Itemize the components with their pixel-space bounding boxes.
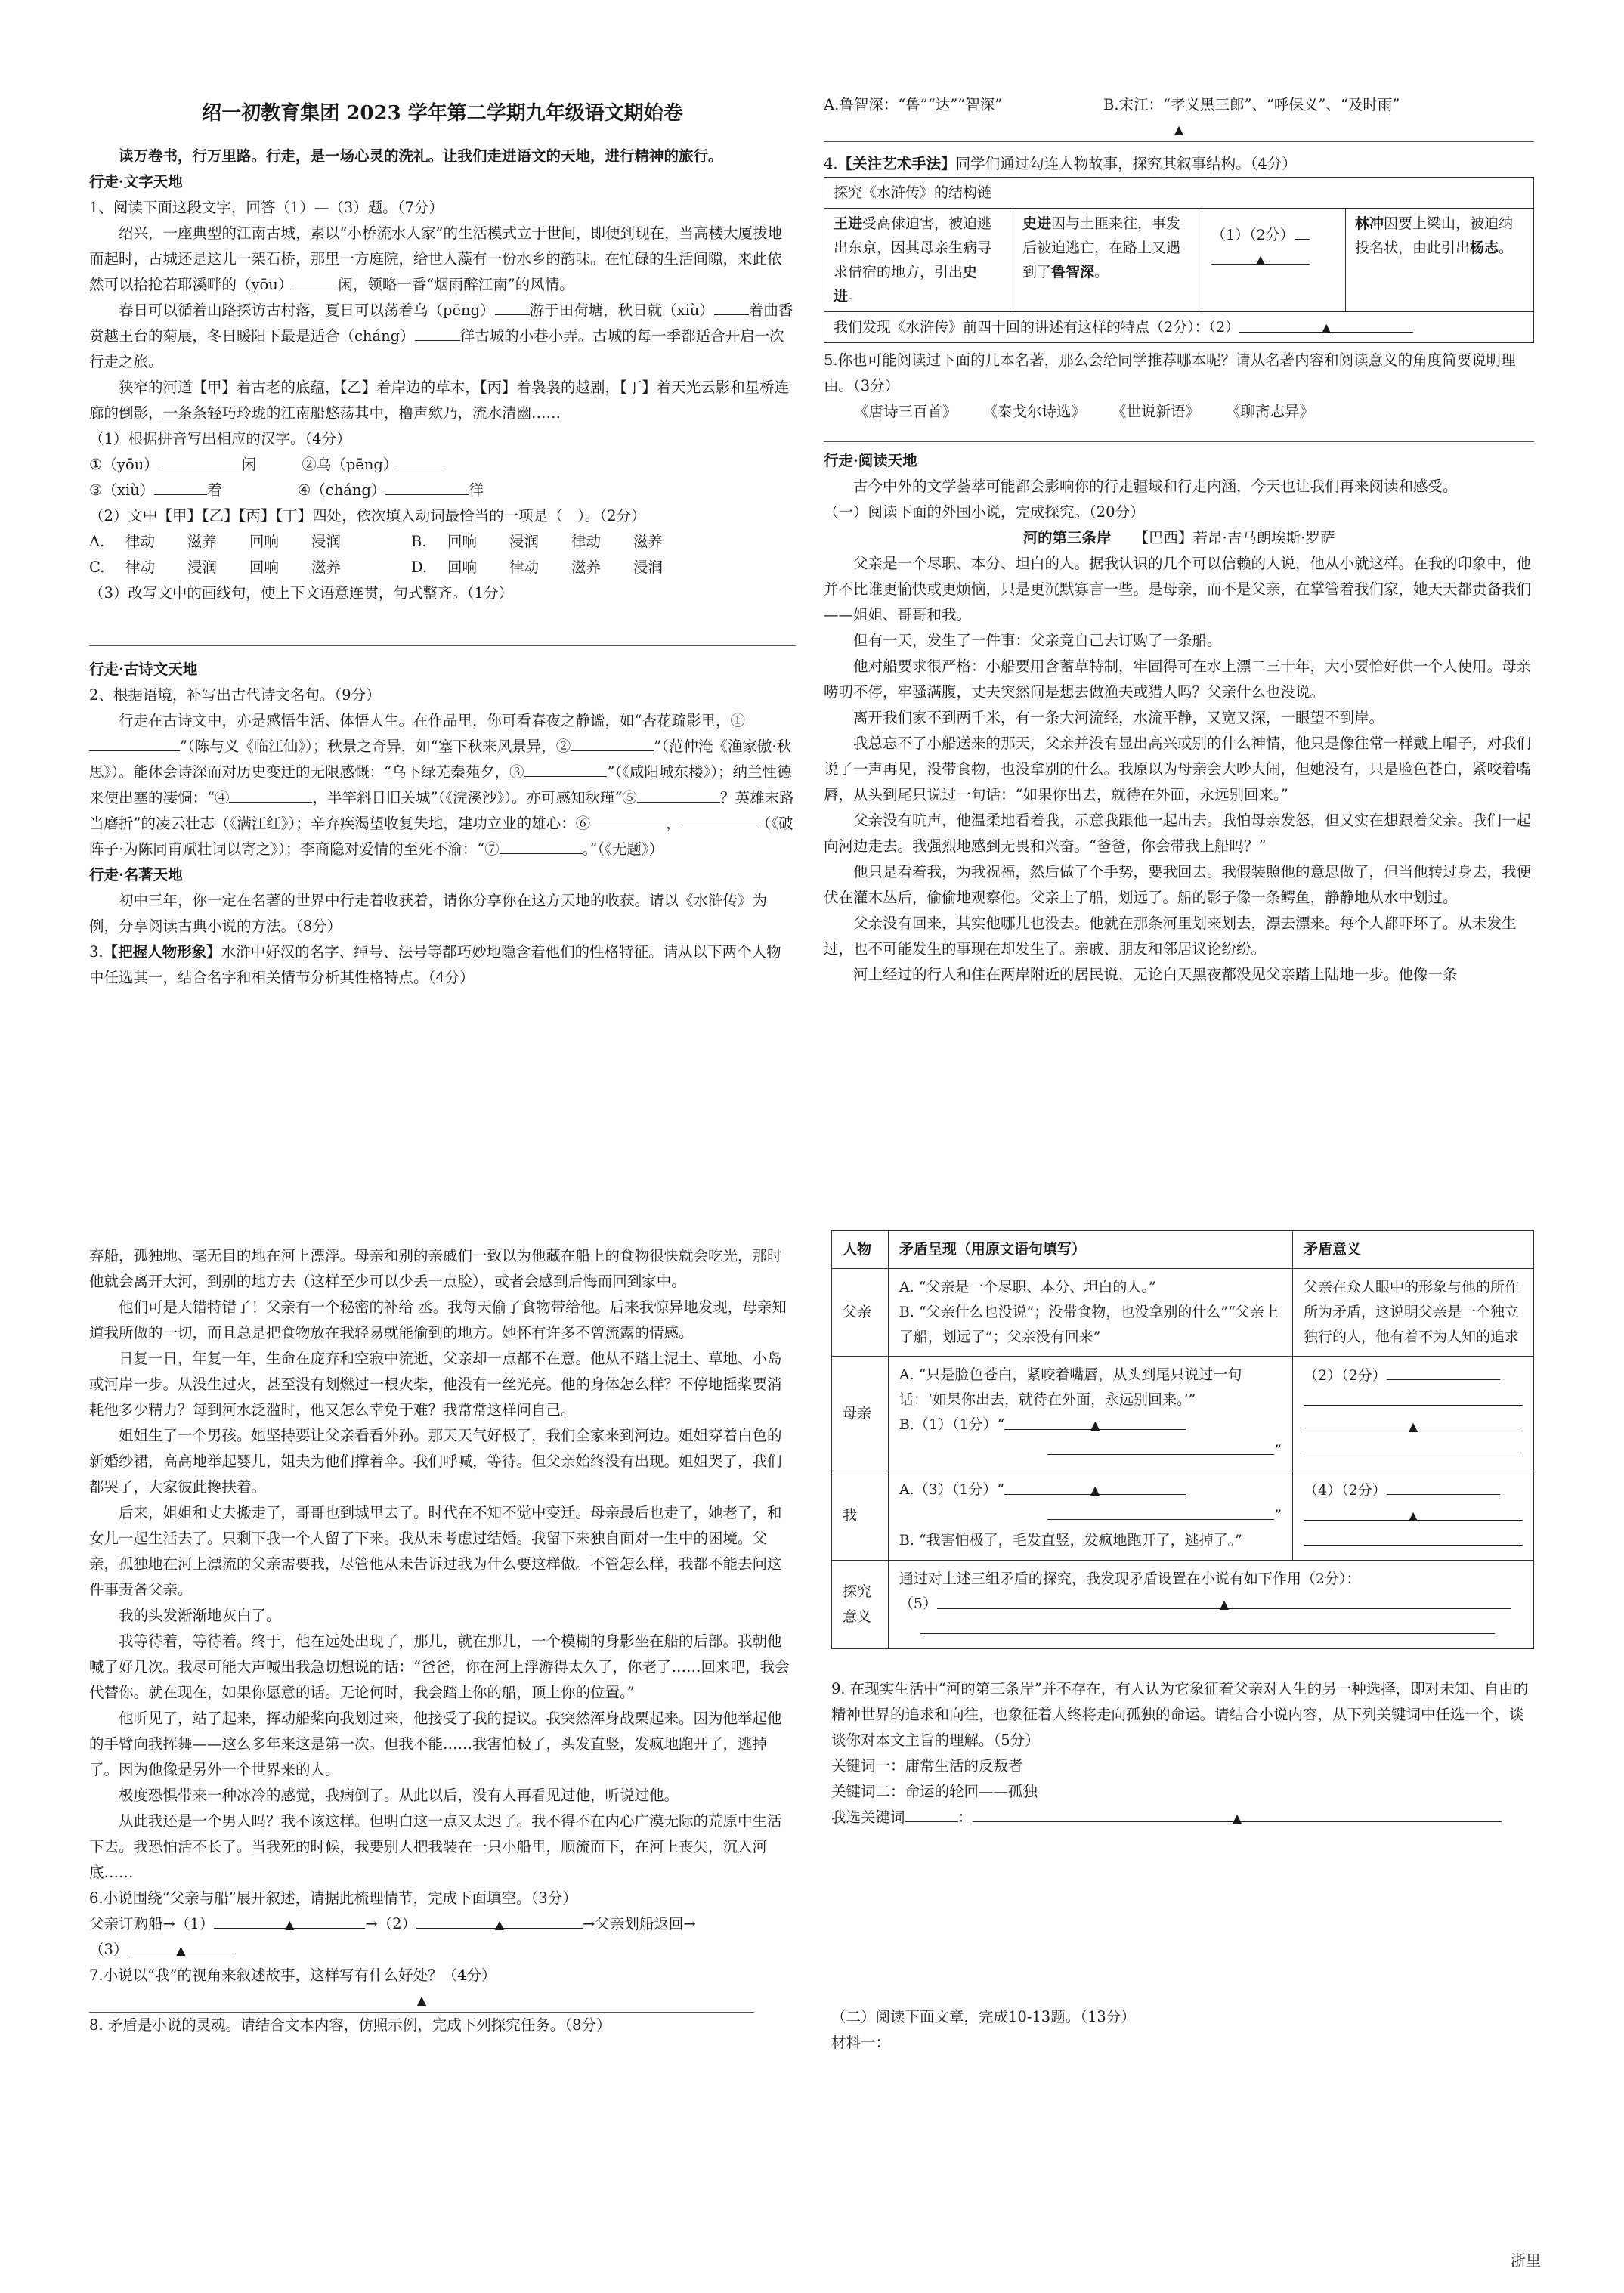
poem-blank-2[interactable] <box>571 734 654 751</box>
q1-intro: 1、阅读下面这段文字，回答（1）—（3）题。（7分） <box>89 199 444 216</box>
keyword-2: 关键词二：命运的轮回——孤独 <box>831 1783 1038 1800</box>
q6-chain-end: （3） ▲ <box>89 1937 796 1963</box>
footer-mark: 浙里 <box>1511 2251 1541 2270</box>
story-paragraph: 他对船要求很严格：小船要用含蓄草特制，牢固得可在水上漂二三十年，大小要恰好供一个人使用。母亲唠叨不停，牢骚满腹，丈夫突然间是想去做渔夫或猎人吗？父亲什么也没说。 <box>824 658 1532 701</box>
option-cell: 律动 <box>125 533 156 550</box>
col-header-contradiction: 矛盾呈现（用原文语句填写） <box>888 1231 1292 1269</box>
divider <box>824 441 1534 442</box>
option-cell: 律动 <box>571 533 602 550</box>
answer-blank-2[interactable] <box>397 452 443 469</box>
option-cell: 浸润 <box>311 533 342 550</box>
q4-text: 4.【关注艺术手法】同学们通过勾连人物故事，探究其叙事结构。（4分） <box>824 155 1297 172</box>
chain-cell-wangjin: 王进受高俅迫害，被迫逃出东京，因其母亲生病寻求借宿的地方，引出史进。 <box>824 209 1013 312</box>
story-paragraph: 姐姐生了一个男孩。她坚持要让父亲看看外孙。那天天气好极了，我们全家来到河边。姐姐穿着白色的新婚纱裙，高高地举起婴儿，姐夫为他们撑着伞。我们呼喊，等待。但父亲始终没有出现。姐姐哭了，我们都哭了，大家彼此搀扶着。 <box>89 1427 782 1496</box>
poem-blank-6a[interactable] <box>590 811 666 828</box>
story-paragraph: 日复一日，年复一年，生命在庞弃和空寂中流逝，父亲却一点都不在意。他从不踏上泥土、草地、小岛或河岸一步。从没生过火，甚至没有划燃过一根火柴，他没有一丝光亮。他的身体怎么样？不停地摇桨要消耗他多少精力？每到河水泛滥时，他又怎么幸免于难？我常常这样问自己。 <box>89 1350 782 1419</box>
bottom-left-column <box>89 1243 796 2038</box>
col-header-meaning: 矛盾意义 <box>1293 1231 1534 1269</box>
blank-xiu[interactable] <box>714 298 749 315</box>
story-author: 【巴西】若昂·吉马朗埃斯·罗萨 <box>1134 529 1335 546</box>
contradiction-table <box>831 1230 1534 1649</box>
book-2[interactable]: 《泰戈尔诗选》 <box>982 403 1087 420</box>
exam-title: 绍一初教育集团 2023 学年第二学期九年级语文期始卷 <box>202 102 683 125</box>
chain-title: 探究《水浒传》的结构链 <box>824 178 1534 209</box>
story-paragraph: 他听见了，站了起来，挥动船桨向我划过来，他接受了我的提议。我突然浑身战栗起来。因为他举起他的手臂向我挥舞——这么多年来这是第一次。但我不能……我害怕极了，头发直竖，发疯地跑开了，逃掉了。因为他像是另外一个世界来的人。 <box>89 1710 782 1778</box>
story-paragraph: 从此我还是一个男人吗？我不该这样。但明白这一点又太迟了。我不得不在内心广漠无际的荒原中生活下去。我恐怕活不长了。当我死的时候，我要别人把我装在一只小船里，顺流而下，在河上丧失，沉入河底…… <box>89 1812 782 1881</box>
section-heading-gushiwen: 行走·古诗文天地 <box>89 661 198 678</box>
section-heading-mingzhu: 行走·名著天地 <box>89 866 183 883</box>
poetry-passage: 行走在古诗文中，亦是感悟生活、体悟人生。在作品里，你可看春夜之静谧，如“杏花疏影里，①”（陈与义《临江仙》）；秋景之奇异，如“塞下秋来风景异，② ”（范仲淹《渔家傲·秋思》）。能体会诗深而对历史变迁的无限感慨：“乌下绿芜秦苑夕，③ ”（《咸阳城东楼》）；纳兰性德来使出塞的凄惆：“④ ，半竿斜日旧关城”（《浣溪沙》）。亦可感知秋瑾“⑤ ？英雄末路当磨折”的凌云壮志（《满江红》）；辛弃疾渴望收复失地，建功立业的雄心：⑥ ， （《破阵子·为陈同甫赋壮词以寄之》）；李商隐对爱情的至死不渝：“⑦ 。”（《无题》） <box>89 712 794 858</box>
part2-intro: （二）阅读下面文章，完成10-13题。（13分） <box>831 2008 1136 2025</box>
blank-chang[interactable] <box>415 323 460 341</box>
book-list <box>824 399 1534 425</box>
row-me-meaning[interactable]: （4）（2分） ▲ <box>1293 1471 1534 1561</box>
q9-text: 9. 在现实生活中“河的第三条岸”并不存在，有人认为它象征着父亲对人生的另一种选择，即对未知、自由的精神世界的追求和向往，也象征着人终将走向孤独的命运。请结合小说内容，从下列关键词中任选一个，谈谈你对本文主旨的理解。（5分） <box>831 1680 1529 1749</box>
option-cell: 浸润 <box>509 533 540 550</box>
section-heading-wenzi: 行走·文字天地 <box>89 173 183 190</box>
story-paragraph: 他只是看着我，为我祝福，然后做了个手势，要我回去。我假装照他的意思做了，但当他转过身去，我便伏在灌木丛后，偷偷地观察他。父亲上了船，划远了。船的影子像一条鳄鱼，静静地从水中划过。 <box>824 863 1532 906</box>
passage-p1: 绍兴，一座典型的江南古城，素以“小桥流水人家”的生活模式立于世间，即便到现在，当高楼大厦拔地而起时，古城还是这儿一架石桥，那里一方庭院，给世人藻有一份水乡的韵味。在忙碌的生活间隙，来此依然可以拾抢若耶溪畔的（yōu） 闲，领略一番“烟雨醉江南”的风情。 <box>89 224 782 293</box>
row-explore-content[interactable]: 通过对上述三组矛盾的探究，我发现矛盾设置在小说有如下作用（2分）： （5） ▲ <box>888 1561 1533 1649</box>
chain-footer: 我们发现《水浒传》前四十回的讲述有这样的特点（2分）：（2） ▲ <box>824 312 1534 343</box>
q1-sub2: （2）文中【甲】【乙】【丙】【丁】四处，依次填入动词最恰当的一项是（ ）。（2分） <box>89 507 646 525</box>
row-explore-label: 探究意义 <box>832 1561 889 1649</box>
option-cell: 回响 <box>447 533 478 550</box>
blank-peng[interactable] <box>495 298 530 315</box>
story-paragraph: 我总忘不了小船送来的那天，父亲并没有显出高兴或别的什么神情，他只是像往常一样戴上帽子，对我们说了一声再见，没带食物，也没拿别的什么。我原以为母亲会大吵大闹，但她没有，只是脸色苍白，紧咬着嘴唇，从头到尾只说过一句话：“如果你出去，就待在外面，永远别回来。” <box>824 735 1532 803</box>
option-cell: 滋养 <box>571 559 602 576</box>
q1-sub1: （1）根据拼音写出相应的汉字。（4分） <box>89 430 351 447</box>
story-text-part1 <box>824 551 1534 988</box>
story-paragraph: 离开我们家不到两千米，有一条大河流经，水流平静，又宽又深，一眼望不到岸。 <box>853 709 1384 726</box>
chain-cell-shijin: 史进因与土匪来往，事发后被迫逃亡，在路上又遇到了鲁智深。 <box>1013 209 1202 312</box>
structure-chain-table <box>824 177 1534 343</box>
answer-blank-3[interactable] <box>154 478 207 495</box>
q8-text: 8. 矛盾是小说的灵魂。请结合文本内容，仿照示例，完成下列探究任务。（8分） <box>89 2016 611 2034</box>
option-row[interactable] <box>89 529 796 555</box>
poem-blank-4[interactable] <box>229 785 312 803</box>
q3-answer-line[interactable] <box>824 118 1534 142</box>
row-mother-meaning[interactable]: （2）（2分） ▲ <box>1293 1357 1534 1471</box>
option-cell: 滋养 <box>311 559 342 576</box>
row-me-contradiction: A.（3）（1分）“ ▲ ” B. “我害怕极了，毛发直竖，发疯地跑开了，逃掉了。” <box>888 1471 1292 1561</box>
book-1[interactable]: 《唐诗三百首》 <box>854 403 957 420</box>
poem-blank-1[interactable] <box>89 734 180 751</box>
q7-answer-line[interactable]: ▲ <box>89 1988 754 2013</box>
option-cell: 滋养 <box>633 533 664 550</box>
part1-intro: （一）阅读下面的外国小说，完成探究。（20分） <box>824 503 1145 521</box>
poem-blank-5[interactable] <box>637 785 720 803</box>
story-title-line <box>824 525 1534 551</box>
option-cell: 浸润 <box>633 559 664 576</box>
poem-blank-3[interactable] <box>524 760 607 777</box>
poem-blank-7[interactable] <box>500 837 583 854</box>
row-father-contradiction: A. “父亲是一个尽职、本分、坦白的人。” B. “父亲什么也没说”；没带食物，也没拿别的什么”“父亲上了船，划远了”；父亲没有回来” <box>888 1269 1292 1357</box>
yuedu-intro: 古今中外的文学荟萃可能都会影响你的行走疆域和行走内涵，今天也让我们再来阅读和感受。 <box>853 478 1458 495</box>
answer-line[interactable] <box>89 645 796 646</box>
q1-sub1-blanks-b: ③（xiù） 着 ④（cháng） 徉 <box>89 478 796 503</box>
material-1: 材料一： <box>831 2034 891 2051</box>
answer-blank-4[interactable] <box>385 478 469 495</box>
q1-sub3: （3）改写文中的画线句，使上下文语意连贯，句式整齐。（1分） <box>89 584 514 602</box>
row-me-label: 我 <box>832 1471 889 1561</box>
option-cell: D. <box>411 559 428 576</box>
option-cell: B. <box>411 533 427 550</box>
story-paragraph: 父亲是一个尽职、本分、坦白的人。据我认识的几个可以信赖的人说，他从小就这样。在我的印象中，他并不比谁更愉快或更烦恼，只是更沉默寡言一些。是母亲，而不是父亲，在掌管着我们家，她天天都责备我们——姐姐、哥哥和我。 <box>824 555 1532 624</box>
blank-you[interactable] <box>292 272 338 289</box>
option-cell: A. <box>89 533 105 550</box>
q6-chain: 父亲订购船→（1） ▲ →（2） ▲ →父亲划船返回→ <box>89 1911 796 1937</box>
q1-sub1-blanks-a: ①（yōu） 闲 ②乌（pēng） <box>89 452 796 478</box>
section-heading-yuedu: 行走·阅读天地 <box>824 452 917 469</box>
passage-p3: 狭窄的河道【甲】着古老的底蕴，【乙】着岸边的草木，【丙】着袅袅的越剧，【丁】着天光云影和星桥连廊的倒影，一条条轻巧玲珑的江南船悠荡其中，橹声欸乃，流水清幽…… <box>89 379 790 422</box>
q7-text: 7.小说以“我”的视角来叙述故事，这样写有什么好处？（4分） <box>89 1967 496 1984</box>
story-paragraph: 河上经过的行人和住在两岸附近的居民说，无论白天黑夜都没见父亲踏上陆地一步。他像一条 <box>853 966 1458 983</box>
q2-mingzhu-intro: 初中三年，你一定在名著的世界中行走着收获着，请你分享你在这方天地的收获。请以《水浒传》为例，分享阅读古典小说的方法。（8分） <box>89 892 768 935</box>
story-title: 河的第三条岸 <box>1022 529 1112 546</box>
top-left-column <box>89 98 796 991</box>
story-paragraph: 我的头发渐渐地灰白了。 <box>119 1607 281 1624</box>
book-4[interactable]: 《聊斋志异》 <box>1226 403 1315 420</box>
story-paragraph: 弃船，孤独地、毫无目的地在河上漂浮。母亲和别的亲戚们一致以为他藏在船上的食物很快就会吃光，那时他就会离开大河，到别的地方去（这样至少可以少丢一点脸），或者会感到后悔而回到家中。 <box>89 1247 782 1290</box>
poem-blank-6b[interactable] <box>681 811 756 828</box>
q3-text: 3.【把握人物形象】水浒中好汉的名字、绰号、法号等都巧妙地隐含着他们的性格特征。请从以下两个人物中任选其一，结合名字和相关情节分析其性格特点。（4分） <box>89 943 781 986</box>
story-paragraph: 父亲没有回来，其实他哪儿也没去。他就在那条河里划来划去，漂去漂来。每个人都吓坏了。从未发生过，也不可能发生的事现在却发生了。亲戚、朋友和邻居议论纷纷。 <box>824 914 1517 958</box>
passage-p2: 春日可以循着山路探访古村落，夏日可以荡着乌（pēng） 游于田荷塘，秋日就（xiù） 着曲香赏越王台的菊展，冬日暖阳下最是适合（cháng） 徉古城的小巷小弄。古城的每一季都适合开启一次行走之旅。 <box>89 298 796 375</box>
option-cell: 滋养 <box>187 533 218 550</box>
option-cell: C. <box>89 559 105 576</box>
answer-marker-icon: ▲ <box>1174 122 1184 137</box>
book-3[interactable]: 《世说新语》 <box>1112 403 1201 420</box>
option-cell: 浸润 <box>187 559 218 576</box>
keyword-1: 关键词一：庸常生活的反叛者 <box>831 1757 1023 1775</box>
bottom-right-column <box>831 1230 1534 2056</box>
option-row[interactable] <box>89 555 796 580</box>
q3-options: A.鲁智深：“鲁”“达”“智深” B.宋江：“孝义黑三郎”、“呼保义”、“及时雨” <box>824 96 1400 113</box>
story-paragraph: 后来，姐姐和丈夫搬走了，哥哥也到城里去了。时代在不知不觉中变迁。母亲最后也走了，她老了，和女儿一起生活去了。只剩下我一个人留了下来。我从未考虑过结婚。我留下来独自面对一生中的困境。父亲，孤独地在河上漂流的父亲需要我，尽管他从未告诉过我为什么要这样做。不管怎么样，我都不能去问这件事责备父亲。 <box>89 1504 782 1598</box>
story-paragraph: 我等待着，等待着。终于，他在远处出现了，那儿，就在那儿，一个模糊的身影坐在船的后部。我朝他喊了好几次。我尽可能大声喊出我急切想说的话：“爸爸，你在河上浮游得太久了，你老了……回来吧，我会代替你。就在现在，如果你愿意的话。无论何时，我会踏上你的船，顶上你的位置。” <box>89 1632 790 1701</box>
answer-blank-1[interactable] <box>159 452 242 469</box>
chain-cell-blank[interactable]: （1）（2分） ▲ <box>1202 209 1346 312</box>
row-mother-label: 母亲 <box>832 1357 889 1471</box>
row-father-meaning: 父亲在众人眼中的形象与他的所作所为矛盾，这说明父亲是一个独立独行的人，他有着不为人知的追求 <box>1293 1269 1534 1357</box>
row-mother-contradiction: A. “只是脸色苍白，紧咬着嘴唇，从头到尾只说过一句话：‘如果你出去，就待在外面，永远别回来。’” B.（1）（1分）“ ▲ ” <box>888 1357 1292 1471</box>
option-cell: 回响 <box>249 533 280 550</box>
chain-cell-linchong: 林冲因要上梁山，被迫纳投名状，由此引出杨志。 <box>1346 209 1534 312</box>
motto: 读万卷书，行万里路。行走，是一场心灵的洗礼。让我们走进语文的天地，进行精神的旅行。 <box>119 147 723 165</box>
underlined-sentence: 一条条轻巧玲珑的江南船悠荡其中 <box>162 404 385 422</box>
q2-intro: 2、根据语境，补写出古代诗文名句。（9分） <box>89 686 381 704</box>
row-father-label: 父亲 <box>832 1269 889 1357</box>
q6-text: 6.小说围绕“父亲与船”展开叙述，请据此梳理情节，完成下面填空。（3分） <box>89 1889 577 1907</box>
story-paragraph: 父亲没有吭声，他温柔地看着我，示意我跟他一起出去。我怕母亲发怒，但又实在想跟着父亲。我们一起向河边走去。我强烈地感到无畏和兴奋。“爸爸，你会带我上船吗？” <box>824 812 1532 855</box>
story-paragraph: 极度恐惧带来一种冰冷的感觉，我病倒了。从此以后，没有人再看见过他，听说过他。 <box>119 1787 679 1804</box>
col-header-person: 人物 <box>832 1231 889 1269</box>
story-paragraph: 但有一天，发生了一件事：父亲竟自己去订购了一条船。 <box>853 632 1222 649</box>
option-cell: 律动 <box>125 559 156 576</box>
story-text-part2 <box>89 1243 796 1886</box>
top-right-column <box>824 92 1534 988</box>
q5-text: 5.你也可能阅读过下面的几本名著，那么会给同学推荐哪本呢？请从名著内容和阅读意义的角度简要说明理由。（3分） <box>824 351 1516 395</box>
option-cell: 律动 <box>509 559 540 576</box>
q1-options <box>89 529 796 580</box>
keyword-choice: 我选关键词 ： ▲ <box>831 1805 1534 1830</box>
option-cell: 回响 <box>447 559 478 576</box>
option-cell: 回响 <box>249 559 280 576</box>
story-paragraph: 他们可是大错特错了！父亲有一个秘密的补给 丞。我每天偷了食物带给他。后来我惊异地发现，母亲知道我所做的一切，而且总是把食物放在我轻易就能偷到的地方。她怀有许多不曾流露的情感。 <box>89 1298 787 1341</box>
